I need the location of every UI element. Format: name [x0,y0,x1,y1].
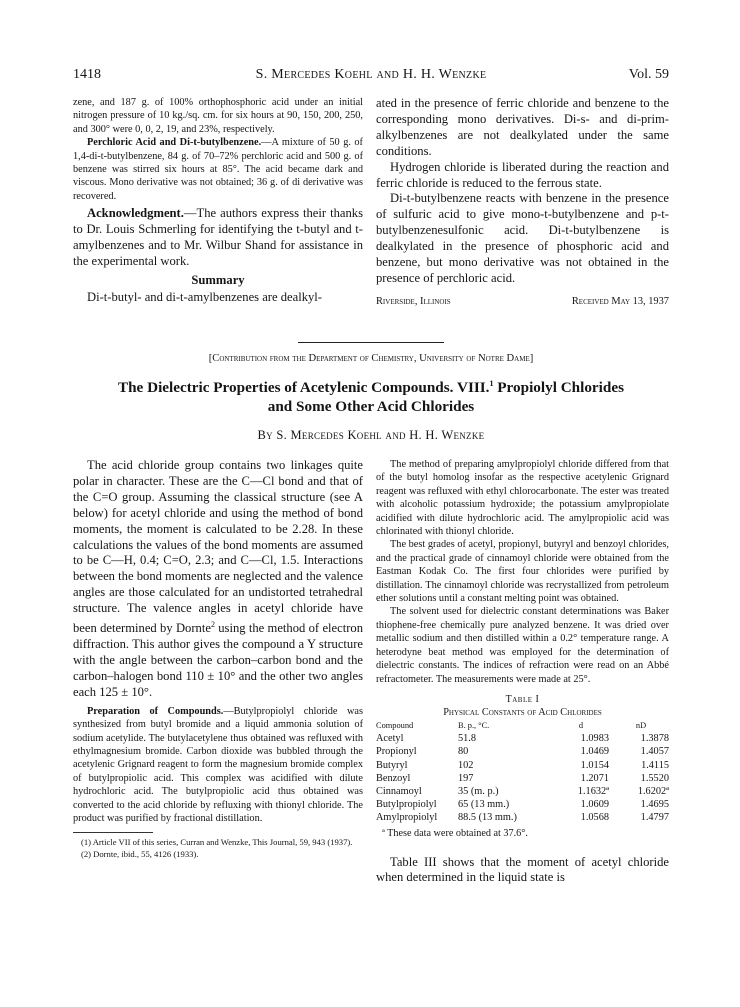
cell-bp: 80 [458,746,469,758]
cell-nd: 1.4057 [640,746,669,758]
cell-density: 1.0469 [580,746,609,758]
header-compound: Compound [376,720,414,730]
table-title: Physical Constants of Acid Chlorides [443,706,602,718]
cell-bp: 35 (m. p.) [458,785,499,797]
cell-density: 1.0609 [580,799,609,811]
acknowledgment-body: —The authors express their thanks to Dr. Louis Schmerling for identifying the t-butyl and t-amylbenzenes and to Mr. Wilbur Shand for assistance in the experimental work. [73,206,363,268]
summary-point-3: Di-t-butylbenzene reacts with benzene in the presence of sulfuric acid to give mono-t-butylbenzene and p-t-butylbenzenesulfonic acid. Di-t-butylbenzene is dealkylated in the presence of phosphoric acid and benzene, but mono derivative was not obtained in the presence of perchloric acid. [376,191,669,285]
running-head [73,66,669,84]
summary-paragraph: Di-t-butyl- and di-t-amylbenzenes are dealkyl- [87,289,322,304]
cell-compound: Butyryl [376,759,408,771]
acknowledgment-heading: Acknowledgment. [87,206,184,221]
title-line-1: The Dielectric Properties of Acetylenic Compounds. VIII. [117,379,490,397]
cell-compound: Amylpropiolyl [376,812,438,824]
preparation-paragraph [73,705,363,826]
cell-density: 1.2071 [580,772,609,784]
prev-article-left-column [73,96,363,306]
byline: By S. Mercedes Koehl and H. H. Wenzke [257,428,485,442]
perchloric-paragraph [73,136,363,203]
table-iii-paragraph: Table III shows that the moment of acetyl chloride when determined in the liquid state is [376,854,669,885]
table-header-row [376,719,669,732]
acknowledgment-paragraph [73,206,363,270]
cell-compound: Acetyl [376,733,404,745]
physical-constants-table [376,719,669,825]
header-refractive-index: nD [635,720,647,730]
title-footnote-marker: 1 [489,379,494,388]
place: Riverside, Illinois [376,295,451,307]
cell-nd: 1.4695 [640,799,669,811]
cell-bp: 65 (13 mm.) [458,799,510,811]
cell-bp: 88.5 (13 mm.) [458,812,517,824]
article-right-column [376,458,669,886]
cell-nd: 1.3878 [640,733,669,745]
cell-compound: Butylpropiolyl [376,799,437,811]
contribution-line: [Contribution from the Department of Chemistry, University of Notre Dame] [208,353,534,364]
cell-density: 1.0568 [580,812,609,824]
header-boiling-point: B. p., °C. [458,720,490,730]
preparation-body: —Butylpropiolyl chloride was synthesized from butyl bromide and a liquid ammonia solution of sodium acetylide. The butylacetylene thus obtained was refluxed with ethylmagnesium bromide. Carbon dioxide was bubbled through the acetylenic Grignard reagent to form the magnesium bromide complex of butylpropiolic acid. This complex was acidified with dilute hydrochloric acid. The butylpropiolic acid thus obtained was converted to the acid chloride by refluxing with thionyl chloride. The product was purified by fractional distillation. [73,705,363,825]
table-row [376,785,669,798]
footnote-1: (1) Article VII of this series, Curran and Wenzke, This Journal, 59, 943 (1937). [81,837,353,848]
method-paragraph: The method of preparing amylpropiolyl chloride differed from that of the butyl homolog insofar as the respective acetylenic Grignard reagent was refluxed with ethyl chlorocarbonate. The ester was treated with alcoholic potassium hydroxide; the potassium amylpropiolate acidified with dilute hydrochloric acid. The amylpropiolic acid was chlorinated with thionyl chloride. [376,459,669,538]
perchloric-body: —A mixture of 50 g. of 1,4-di-t-butylbenzene, 84 g. of 70–72% perchloric acid and 500 g. of benzene was stirred six hours at 85°. The acid became dark and viscous. Mono derivative was not obtained; 36 g. of di derivative was recovered. [73,137,363,202]
cell-bp: 197 [458,772,474,784]
summary-heading: Summary [191,272,245,287]
intro-text: The acid chloride group contains two linkages quite polar in character. These are the C—Cl bond and that of the C=O group. Assuming the classical structure (see A below) for acetyl chloride and using the method of bond moments, the moment is calculated to be 2.28. In these calculations the values of the bond moments are assumed to be C—H, 0.4; C=O, 2.3; and C—Cl, 1.5. Interactions between the bond moments are neglected and the valence angles are those calculated for an undistorted tetrahedral structure. The valence angles in acetyl chloride have been determined by Dornte [73,458,363,636]
article-left-column [73,458,363,861]
intro-text-end: using the method of electron diffraction. This author gives the compound a Y structure with the angle between the carbon–carbon bond and the carbon–halogen bond 110 ± 10° and the other two angles each 125 ± 10°. [73,621,363,699]
cell-compound: Benzoyl [376,772,411,784]
volume-number: Vol. 59 [628,67,669,82]
table-label: Table I [505,693,540,705]
table-row [376,772,669,785]
cell-nd: 1.5520 [640,772,669,784]
article-title [73,375,669,416]
table-footnote: ª These data were obtained at 37.6°. [382,827,528,839]
title-line-1-end: Propiolyl Chlorides [493,379,624,397]
page-number: 1418 [73,67,101,82]
cell-bp: 51.8 [458,733,477,745]
table-row [376,759,669,772]
footnote-rule [73,832,153,833]
intro-paragraph [73,458,363,701]
cell-nd: 1.4115 [641,759,669,771]
table-row [376,745,669,758]
cell-bp: 102 [458,759,474,771]
footnote-marker-2: 2 [210,620,215,630]
cell-density: 1.0983 [580,733,609,745]
table-row [376,811,669,824]
summary-continued: ated in the presence of ferric chloride and benzene to the corresponding mono derivatives. Di-s- and di-prim-alkylbenzenes are not dealkylated under the same conditions. [376,96,669,158]
summary-point-2: Hydrogen chloride is liberated during the reaction and ferric chloride is reduced to the ferrous state. [376,159,669,190]
cell-nd: 1.6202ª [637,785,669,797]
cell-density: 1.0154 [580,759,609,771]
title-line-2: and Some Other Acid Chlorides [267,397,475,415]
received-date: Received May 13, 1937 [571,295,669,307]
materials-paragraph: The best grades of acetyl, propionyl, butyryl and benzoyl chlorides, and the practical grade of cinnamoyl chloride were obtained from the Eastman Kodak Co. The first four chlorides were purified by distillation. The cinnamoyl chloride was recrystallized from petroleum ether solutions until a constant melting point was obtained. [376,539,669,605]
prev-paragraph: zene, and 187 g. of 100% orthophosphoric acid under an initial nitrogen pressure of 10 kg./sq. cm. for six hours at 90, 150, 200, 250, and 300° were 0, 0, 2, 19, and 23%, respectively. [73,97,363,135]
footnote-2: (2) Dornte, ibid., 55, 4126 (1933). [81,849,199,860]
table-row [376,798,669,811]
running-head-authors: S. Mercedes Koehl and H. H. Wenzke [255,67,487,82]
cell-compound: Cinnamoyl [376,785,422,797]
table-row [376,732,669,745]
article-separator [298,342,444,343]
cell-compound: Propionyl [376,746,417,758]
cell-nd: 1.4797 [640,812,669,824]
prev-article-right-column [376,96,669,309]
header-density: d [578,720,584,730]
preparation-heading: Preparation of Compounds. [87,705,224,717]
perchloric-heading: Perchloric Acid and Di-t-butylbenzene. [87,137,262,149]
cell-density: 1.1632ª [577,785,609,797]
signature-line [376,295,669,309]
solvent-paragraph: The solvent used for dielectric constant determinations was Baker thiophene-free chemically pure analyzed benzene. It was dried over metallic sodium and then distilled within a 0.2° temperature range. A heterodyne beat method was employed for the determination of dielectric constants. The indices of refraction were read on an Abbé refractometer. The measurements were made at 25°. [376,606,669,685]
